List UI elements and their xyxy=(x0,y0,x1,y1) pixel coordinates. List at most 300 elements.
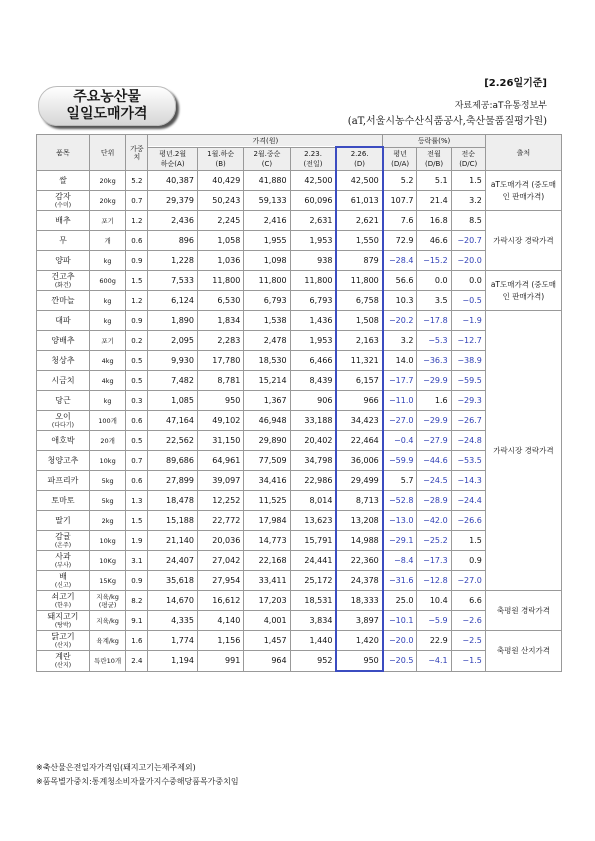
price-cell: 1,890 xyxy=(148,311,198,331)
header-ratio-line1: 평년 xyxy=(393,149,407,158)
price-cell: 1,457 xyxy=(244,631,290,651)
item-name-cell xyxy=(37,371,90,391)
unit-cell: 5kg xyxy=(89,471,125,491)
item-variety: (부사) xyxy=(54,561,72,569)
weight-cell: 2.4 xyxy=(126,651,148,672)
ratio-cell: 21.4 xyxy=(417,191,451,211)
header-weight: 가중치 xyxy=(126,135,148,171)
item-name-cell xyxy=(37,531,90,551)
ratio-cell: −27.0 xyxy=(451,571,485,591)
table-row xyxy=(37,491,562,511)
price-cell: 31,150 xyxy=(197,431,243,451)
price-cell: 1,774 xyxy=(148,631,198,651)
price-cell: 1,508 xyxy=(336,311,382,331)
price-cell: 2,095 xyxy=(148,331,198,351)
ratio-cell: −27.9 xyxy=(417,431,451,451)
weight-cell: 1.5 xyxy=(126,511,148,531)
table-row xyxy=(37,611,562,631)
price-cell: 46,948 xyxy=(244,411,290,431)
weight-cell: 0.7 xyxy=(126,191,148,211)
ratio-cell: 1.5 xyxy=(451,531,485,551)
price-cell: 59,133 xyxy=(244,191,290,211)
price-cell: 16,612 xyxy=(197,591,243,611)
price-cell: 1,538 xyxy=(244,311,290,331)
item-name-cell xyxy=(37,351,90,371)
price-cell: 17,203 xyxy=(244,591,290,611)
note-weights: ※품목별가중치:통계청소비자물가지수중해당품목가중치임 xyxy=(36,777,239,786)
price-cell: 64,961 xyxy=(197,451,243,471)
price-cell: 964 xyxy=(244,651,290,672)
item-name-cell xyxy=(37,411,90,431)
table-row xyxy=(37,531,562,551)
item-name: 양파 xyxy=(55,256,71,265)
price-cell: 24,407 xyxy=(148,551,198,571)
item-name-cell xyxy=(37,631,90,651)
ratio-cell: −20.7 xyxy=(451,231,485,251)
ratio-cell: −59.9 xyxy=(383,451,417,471)
unit-cell: 2kg xyxy=(89,511,125,531)
ratio-cell: −5.3 xyxy=(417,331,451,351)
price-cell: 6,793 xyxy=(244,291,290,311)
price-cell: 11,525 xyxy=(244,491,290,511)
price-cell: 1,955 xyxy=(244,231,290,251)
price-cell: 22,168 xyxy=(244,551,290,571)
item-variety: (한우) xyxy=(54,601,72,609)
ratio-cell: −0.4 xyxy=(383,431,417,451)
weight-cell: 1.5 xyxy=(126,271,148,291)
header-price-line1: 1월.하순 xyxy=(207,149,235,158)
item-name: 사과 xyxy=(55,551,71,561)
header-price-group: 가격(원) xyxy=(148,135,383,148)
price-cell: 14,988 xyxy=(336,531,382,551)
price-cell: 3,834 xyxy=(290,611,336,631)
price-cell: 1,440 xyxy=(290,631,336,651)
unit-cell: 5kg xyxy=(89,491,125,511)
price-cell: 2,283 xyxy=(197,331,243,351)
ratio-cell: −26.7 xyxy=(451,411,485,431)
weight-cell: 0.9 xyxy=(126,311,148,331)
price-cell: 1,420 xyxy=(336,631,382,651)
price-cell: 1,156 xyxy=(197,631,243,651)
ratio-cell: 8.5 xyxy=(451,211,485,231)
price-cell: 1,436 xyxy=(290,311,336,331)
weight-cell: 9.1 xyxy=(126,611,148,631)
price-cell: 2,631 xyxy=(290,211,336,231)
table-row xyxy=(37,511,562,531)
unit-cell: 20kg xyxy=(89,191,125,211)
price-cell: 13,208 xyxy=(336,511,382,531)
unit-cell: kg xyxy=(89,311,125,331)
data-sources: (aT,서울시농수산식품공사,축산물품질평가원) xyxy=(347,116,547,127)
price-cell: 18,530 xyxy=(244,351,290,371)
table-row xyxy=(37,471,562,491)
ratio-cell: −2.5 xyxy=(451,631,485,651)
item-name-cell xyxy=(37,651,90,672)
unit-cell: 포기 xyxy=(89,211,125,231)
unit-cell: kg xyxy=(89,391,125,411)
source-cell: 가락시장 경락가격 xyxy=(485,211,561,271)
item-name-cell xyxy=(37,311,90,331)
item-name-cell xyxy=(37,491,90,511)
table-row xyxy=(37,571,562,591)
weight-cell: 0.7 xyxy=(126,451,148,471)
weight-cell: 0.5 xyxy=(126,371,148,391)
header-price-line1: 2.26. xyxy=(350,150,369,158)
item-name-cell xyxy=(37,591,90,611)
price-cell: 61,013 xyxy=(336,191,382,211)
ratio-cell: 14.0 xyxy=(383,351,417,371)
price-cell: 938 xyxy=(290,251,336,271)
table-row xyxy=(37,291,562,311)
unit-cell: 지육/kg xyxy=(89,611,125,631)
ratio-cell: 0.0 xyxy=(451,271,485,291)
item-name-cell xyxy=(37,571,90,591)
price-cell: 20,402 xyxy=(290,431,336,451)
data-provider: 자료제공:aT유통정보부 xyxy=(454,101,547,111)
table-row xyxy=(37,411,562,431)
unit-cell: 100개 xyxy=(89,411,125,431)
item-name-cell xyxy=(37,391,90,411)
item-variety: (수미) xyxy=(54,201,72,209)
note-livestock: ※축산물은전일자가격임(돼지고기는제주제외) xyxy=(36,763,196,772)
price-cell: 22,360 xyxy=(336,551,382,571)
item-variety: (산지) xyxy=(54,641,72,649)
header-price-line1: 평년.2월 xyxy=(159,149,187,158)
ratio-cell: −27.0 xyxy=(383,411,417,431)
ratio-cell: −17.8 xyxy=(417,311,451,331)
price-cell: 24,378 xyxy=(336,571,382,591)
item-name-cell xyxy=(37,251,90,271)
price-cell: 60,096 xyxy=(290,191,336,211)
price-cell: 25,172 xyxy=(290,571,336,591)
ratio-cell: 3.2 xyxy=(451,191,485,211)
unit-cell: 10kg xyxy=(89,451,125,471)
price-cell: 27,954 xyxy=(197,571,243,591)
ratio-cell: −29.9 xyxy=(417,411,451,431)
item-name: 감자 xyxy=(55,191,71,201)
ratio-cell: −24.4 xyxy=(451,491,485,511)
header-item: 품목 xyxy=(37,135,90,171)
ratio-cell: −29.9 xyxy=(417,371,451,391)
item-name: 배 xyxy=(59,571,67,581)
item-variety: (신고) xyxy=(54,581,72,589)
price-cell: 89,686 xyxy=(148,451,198,471)
ratio-cell: 10.4 xyxy=(417,591,451,611)
header-ratio-group: 등락률(%) xyxy=(383,135,486,148)
date-badge: [2.26일기준] xyxy=(484,78,547,89)
price-cell: 1,953 xyxy=(290,331,336,351)
price-cell: 27,042 xyxy=(197,551,243,571)
table-row xyxy=(37,311,562,331)
item-name: 양배추 xyxy=(51,336,75,345)
table-row xyxy=(37,231,562,251)
item-name: 시금치 xyxy=(51,376,75,385)
ratio-cell: −13.0 xyxy=(383,511,417,531)
ratio-cell: 6.6 xyxy=(451,591,485,611)
header-price-line2: 하순(A) xyxy=(160,159,185,168)
item-name-cell xyxy=(37,171,90,191)
price-cell: 879 xyxy=(336,251,382,271)
price-cell: 2,478 xyxy=(244,331,290,351)
source-cell: 축평원 경락가격 xyxy=(485,591,561,631)
price-cell: 1,058 xyxy=(197,231,243,251)
price-cell: 1,194 xyxy=(148,651,198,672)
header-price-col xyxy=(336,147,382,171)
item-name-cell xyxy=(37,431,90,451)
price-cell: 18,531 xyxy=(290,591,336,611)
ratio-cell: −20.2 xyxy=(383,311,417,331)
item-name-cell xyxy=(37,451,90,471)
ratio-cell: −1.5 xyxy=(451,651,485,672)
price-cell: 22,772 xyxy=(197,511,243,531)
price-cell: 2,416 xyxy=(244,211,290,231)
price-cell: 6,793 xyxy=(290,291,336,311)
price-cell: 11,321 xyxy=(336,351,382,371)
price-cell: 11,800 xyxy=(336,271,382,291)
ratio-cell: −42.0 xyxy=(417,511,451,531)
header-ratio-line2: (D/C) xyxy=(459,159,478,168)
ratio-cell: 46.6 xyxy=(417,231,451,251)
ratio-cell: −44.6 xyxy=(417,451,451,471)
price-cell: 950 xyxy=(197,391,243,411)
price-cell: 18,333 xyxy=(336,591,382,611)
ratio-cell: −28.9 xyxy=(417,491,451,511)
ratio-cell: 10.3 xyxy=(383,291,417,311)
ratio-cell: −15.2 xyxy=(417,251,451,271)
table-row xyxy=(37,351,562,371)
ratio-cell: 7.6 xyxy=(383,211,417,231)
item-name: 대파 xyxy=(55,316,71,325)
item-name-cell xyxy=(37,191,90,211)
unit-cell: 600g xyxy=(89,271,125,291)
table-row xyxy=(37,271,562,291)
header-ratio-col xyxy=(417,147,451,171)
price-cell: 4,001 xyxy=(244,611,290,631)
ratio-cell: 3.2 xyxy=(383,331,417,351)
header-price-line2: (C) xyxy=(261,159,273,168)
ratio-cell: −17.3 xyxy=(417,551,451,571)
ratio-cell: −2.6 xyxy=(451,611,485,631)
price-cell: 1,550 xyxy=(336,231,382,251)
ratio-cell: −53.5 xyxy=(451,451,485,471)
weight-cell: 0.6 xyxy=(126,411,148,431)
item-name: 쌀 xyxy=(59,176,67,185)
weight-cell: 8.2 xyxy=(126,591,148,611)
header-price-col xyxy=(244,147,290,171)
item-name: 건고추 xyxy=(51,271,75,281)
price-cell: 4,140 xyxy=(197,611,243,631)
source-cell: 축평원 산지가격 xyxy=(485,631,561,672)
ratio-cell: −11.0 xyxy=(383,391,417,411)
price-cell: 27,899 xyxy=(148,471,198,491)
price-cell: 1,834 xyxy=(197,311,243,331)
header-ratio-col xyxy=(383,147,417,171)
ratio-cell: 1.5 xyxy=(451,171,485,191)
price-cell: 6,530 xyxy=(197,291,243,311)
item-name: 돼지고기 xyxy=(47,611,79,621)
ratio-cell: −20.0 xyxy=(383,631,417,651)
unit-cell: 개 xyxy=(89,231,125,251)
price-cell: 2,621 xyxy=(336,211,382,231)
header-ratio-line1: 전순 xyxy=(461,149,476,158)
weight-cell: 1.3 xyxy=(126,491,148,511)
ratio-cell: −25.2 xyxy=(417,531,451,551)
header-ratio-line2: (D/A) xyxy=(391,159,410,168)
price-cell: 7,482 xyxy=(148,371,198,391)
table-row xyxy=(37,631,562,651)
header-source: 출처 xyxy=(485,135,561,171)
unit-cell: 육계/kg xyxy=(89,631,125,651)
price-cell: 6,758 xyxy=(336,291,382,311)
header-unit: 단위 xyxy=(89,135,125,171)
item-variety: (탕박) xyxy=(54,621,72,629)
ratio-cell: −26.6 xyxy=(451,511,485,531)
ratio-cell: −12.8 xyxy=(417,571,451,591)
weight-cell: 3.1 xyxy=(126,551,148,571)
unit-cell: 10kg xyxy=(89,531,125,551)
item-name-cell xyxy=(37,331,90,351)
ratio-cell: 5.2 xyxy=(383,171,417,191)
weight-cell: 1.2 xyxy=(126,211,148,231)
item-name: 무 xyxy=(59,236,67,245)
ratio-cell: −29.3 xyxy=(451,391,485,411)
table-row xyxy=(37,191,562,211)
price-cell: 2,245 xyxy=(197,211,243,231)
unit-cell: kg xyxy=(89,291,125,311)
table-row xyxy=(37,391,562,411)
ratio-cell: −29.1 xyxy=(383,531,417,551)
price-cell: 6,466 xyxy=(290,351,336,371)
item-name-cell xyxy=(37,471,90,491)
title-line-2: 일일도매가격 xyxy=(66,106,148,122)
ratio-cell: −20.5 xyxy=(383,651,417,672)
header-price-col xyxy=(290,147,336,171)
price-cell: 35,618 xyxy=(148,571,198,591)
price-cell: 24,441 xyxy=(290,551,336,571)
ratio-cell: 5.7 xyxy=(383,471,417,491)
weight-cell: 0.3 xyxy=(126,391,148,411)
price-cell: 4,335 xyxy=(148,611,198,631)
price-cell: 8,713 xyxy=(336,491,382,511)
price-cell: 896 xyxy=(148,231,198,251)
price-cell: 29,890 xyxy=(244,431,290,451)
table-row xyxy=(37,651,562,672)
header-ratio-line2: (D/B) xyxy=(425,159,444,168)
header-price-col xyxy=(148,147,198,171)
source-cell: 가락시장 경락가격 xyxy=(485,311,561,591)
price-cell: 6,124 xyxy=(148,291,198,311)
weight-cell: 1.6 xyxy=(126,631,148,651)
ratio-cell: −59.5 xyxy=(451,371,485,391)
unit-cell: 10Kg xyxy=(89,551,125,571)
price-cell: 42,500 xyxy=(336,171,382,191)
ratio-cell: 22.9 xyxy=(417,631,451,651)
price-cell: 29,499 xyxy=(336,471,382,491)
price-cell: 40,429 xyxy=(197,171,243,191)
item-name-cell xyxy=(37,271,90,291)
ratio-cell: −5.9 xyxy=(417,611,451,631)
price-cell: 29,379 xyxy=(148,191,198,211)
ratio-cell: 56.6 xyxy=(383,271,417,291)
header-price-line1: 2월.중순 xyxy=(253,149,281,158)
price-cell: 14,670 xyxy=(148,591,198,611)
unit-cell: 20개 xyxy=(89,431,125,451)
item-name: 당근 xyxy=(55,396,71,405)
header-ratio-line1: 전월 xyxy=(427,149,441,158)
item-name-cell xyxy=(37,231,90,251)
price-cell: 39,097 xyxy=(197,471,243,491)
ratio-cell: 3.5 xyxy=(417,291,451,311)
price-cell: 49,102 xyxy=(197,411,243,431)
item-name-cell xyxy=(37,611,90,631)
ratio-cell: −10.1 xyxy=(383,611,417,631)
price-cell: 22,562 xyxy=(148,431,198,451)
item-name: 청상추 xyxy=(51,356,75,365)
weight-cell: 5.2 xyxy=(126,171,148,191)
price-cell: 11,800 xyxy=(290,271,336,291)
ratio-cell: 25.0 xyxy=(383,591,417,611)
ratio-cell: −8.4 xyxy=(383,551,417,571)
price-cell: 18,478 xyxy=(148,491,198,511)
ratio-cell: 72.9 xyxy=(383,231,417,251)
ratio-cell: −31.6 xyxy=(383,571,417,591)
price-cell: 1,085 xyxy=(148,391,198,411)
table-row xyxy=(37,211,562,231)
price-cell: 33,188 xyxy=(290,411,336,431)
price-cell: 15,214 xyxy=(244,371,290,391)
table-row xyxy=(37,591,562,611)
item-name: 토마토 xyxy=(51,496,75,505)
weight-cell: 1.2 xyxy=(126,291,148,311)
price-cell: 22,986 xyxy=(290,471,336,491)
price-cell: 2,436 xyxy=(148,211,198,231)
item-variety: (온주) xyxy=(54,541,72,549)
price-cell: 6,157 xyxy=(336,371,382,391)
unit-cell: 4kg xyxy=(89,371,125,391)
unit-cell: 15Kg xyxy=(89,571,125,591)
price-cell: 36,006 xyxy=(336,451,382,471)
price-cell: 8,439 xyxy=(290,371,336,391)
item-variety: (다다기) xyxy=(51,421,74,429)
item-variety: (화건) xyxy=(54,281,72,289)
ratio-cell: −0.5 xyxy=(451,291,485,311)
price-cell: 952 xyxy=(290,651,336,672)
price-cell: 13,623 xyxy=(290,511,336,531)
price-cell: 1,036 xyxy=(197,251,243,271)
item-name: 파프리카 xyxy=(47,476,79,485)
item-name: 쇠고기 xyxy=(51,591,75,601)
weight-cell: 1.9 xyxy=(126,531,148,551)
unit-cell: 지육/kg (평균) xyxy=(89,591,125,611)
price-cell: 20,036 xyxy=(197,531,243,551)
header-price-line2: (B) xyxy=(215,159,226,168)
item-name: 딸기 xyxy=(55,516,71,525)
item-name: 배추 xyxy=(55,216,71,225)
price-cell: 41,880 xyxy=(244,171,290,191)
item-name: 계란 xyxy=(55,651,71,661)
header-price-line2: (전일) xyxy=(303,159,323,168)
header-price-line2: (D) xyxy=(354,160,366,168)
ratio-cell: −1.9 xyxy=(451,311,485,331)
source-cell: aT도매가격 (중도매인 판매가격) xyxy=(485,171,561,211)
item-name: 청양고추 xyxy=(47,456,79,465)
item-name-cell xyxy=(37,511,90,531)
unit-cell: 포기 xyxy=(89,331,125,351)
price-cell: 1,228 xyxy=(148,251,198,271)
weight-cell: 0.2 xyxy=(126,331,148,351)
header-price-line1: 2.23. xyxy=(304,149,322,158)
weight-cell: 0.9 xyxy=(126,251,148,271)
